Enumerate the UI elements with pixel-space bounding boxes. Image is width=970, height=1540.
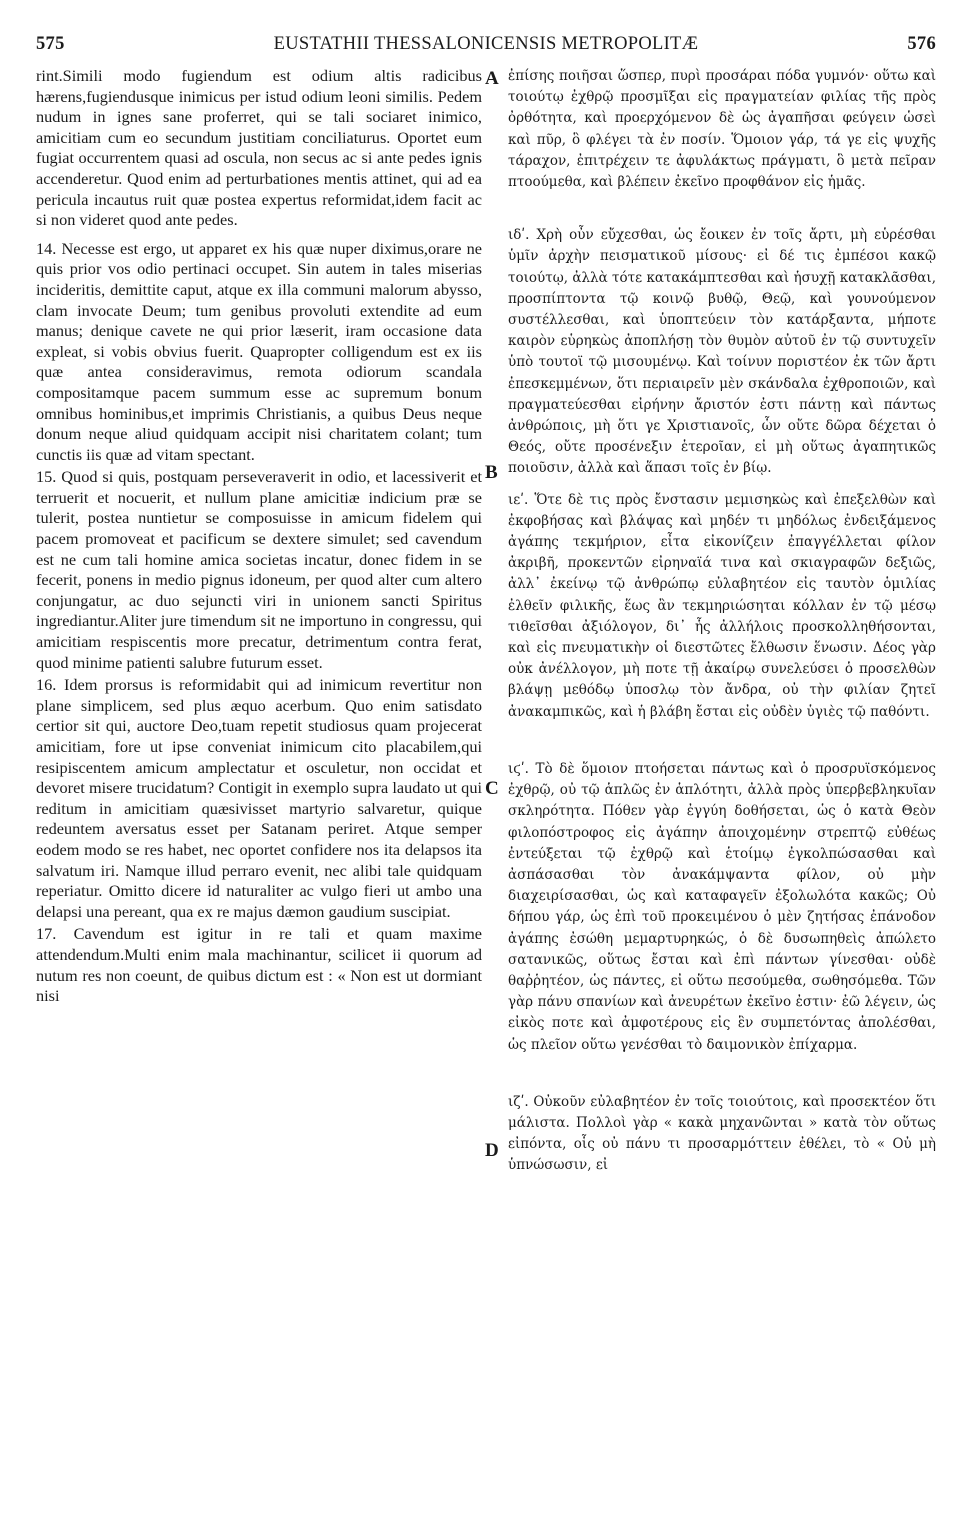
margin-marker-a: A [485, 68, 499, 89]
greek-paragraph-15: ιεʹ. Ὅτε δὲ τις πρὸς ἔνστασιν μεμισηκὼς καὶ ἐπεξελθὼν καὶ ἐκφοβήσας καὶ βλάψας καὶ μηδέν τι μηδόλως ἐνδειξάμενος ἀγάπης τεκμήριον, εἶτα εἰκονίζειν ἐπαγγέλλεται φίλον ἀκριβῆ, προκεντῶν εἰρηναϊά τινα καὶ σκιαγραφῶν δεξιῶς, ἀλλ᾽ ἐκείνῳ τῷ ἀνθρώπῳ εὐλαβητέον εἰς ταυτὸν ὁμιλίας ἐλθεῖν φιλικῆς, ἕως ἂν τεκμηριώσηται κόλλαν ἐν τῷ μέσῳ τιθεῖσθαι ἀξιόλογον, δι᾽ ἧς ἀλλήλοις προσκολληθήσονται, καὶ εἰς πνευματικὴν οἱ διεστῶτες ἔλθωσιν ἕνωσιν. Δέος γὰρ οὐκ ἀνέλλογον, μὴ ποτε τῇ ἀκαίρῳ συνελεύσει ὁ προσελθὼν βλάψῃ μεθόδῳ ὑποσλῳ τὸν ἄνδρα, οὐ τὴν φιλίαν ζητεῖ ἀνακαμπικῶς, καὶ ἡ βλάβη ἔσται εἰς οὐδὲν ὑγιὲς τῷ παθόντι. [508, 491, 936, 720]
greek-paragraph-17: ιζʹ. Οὐκοῦν εὐλαβητέον ἐν τοῖς τοιούτοις, καὶ προσεκτέον ὅτι μάλιστα. Πολλοὶ γὰρ « κακὰ μηχανῶνται » κατὰ τὸν οὕτως εἰπόντα, οἷς οὐ πάνυ τι προσαρμόττειν ἐθέλει, τὸ « Οὐ μὴ ὑπνώσωσιν, εἰ [508, 1093, 936, 1174]
margin-marker-c: C [485, 778, 499, 799]
greek-column [508, 66, 936, 1520]
latin-column [36, 66, 482, 1520]
page-number-right: 576 [907, 34, 936, 54]
greek-paragraph-14: ιδʹ. Χρὴ οὖν εὔχεσθαι, ὡς ἔοικεν ἐν τοῖς ἄρτι, μὴ εὑρέσθαι ὑμῖν ἀρχὴν πεισματικοῦ μίσους· εἰ δέ τις ἐμπέσοι κακῷ τοιούτῳ, ἀλλὰ τότε κατακάμπτεσθαι καὶ ἡσυχῇ κατακλᾶσθαι, προσπίπτοντα τῷ κοινῷ βυθῷ, Θεῷ, καὶ γουνούμενον συστέλλεσθαι, καὶ ὑποπτεύειν τὸν κατάρξαντα, μήποτε καιρὸν εὑρηκὼς ἀποπλήσῃ τὸν θυμὸν αὐτοῦ ἐν τῷ συντυχεῖν ὑπὸ τουτοϊ τῷ μισουμένῳ. Καὶ τοίνυν ποριστέον ἐκ τῶν ἄρτι ἐπεσκεμμένων, ὅτι περιαιρεῖν μὲν σκάνδαλα ἐχθροποιῶν, καὶ πραγματεύεσθαι εἰρήνην ἄριστόν ἐστι πάντῃ καὶ πάντως ἀνθρώποις, μὴ ὅτι γε Χριστιανοῖς, ὧν οὔτε δῶρα δέχεται ὁ Θεός, οὔτε προσένεξιν ἑτεροῖαν, εἰ μὴ οὕτως ἀγαπητικῶς ποιοῦσιν, ἀλλὰ καὶ ἅπασι τοῖς ἐν βίῳ. [508, 227, 936, 477]
latin-paragraph-16: 16. Idem prorsus is reformidabit qui ad inimicum revertitur non plane simplicem, sed plus æquo acerbum. Quo enim satisdato certior sit qui, auctore Deo,tuam repetit studiosus quam projecerat amicitiam, fore ut ipse conveniat inimicum cito placabilem,qui resipiscentem amicum amplectatur et osculetur, non occidat et devoret misere trucidatum? Contigit in exemplo supra laudato ut qui reditum in amicitiam quæsivisset martyrio salvaretur, quique redeuntem aversatus esset per Satanam periret. Atque semper eodem modo se res habet, nec oportet confidere nos ita delapsos ita salvatum iri. Namque illud perraro evenit, nec alibi tale quidquam reperiatur. Omitto dicere id naturaliter ac vulgo fieri ut ambo una delapsi una pereant, qua ex re majus dæmon gaudium suscipiat. [36, 675, 482, 921]
margin-marker-b: B [485, 462, 498, 483]
greek-paragraph-16: ιϛʹ. Τὸ δὲ ὅμοιον πτοήσεται πάντως καὶ ὁ προσρυϊσκόμενος ἐχθρῷ, οὐ τῷ ἁπλῶς ἐν ἁπλότητι, ἀλλὰ πρὸς ὑπερβεβληκυῖαν σκληρότητα. Πόθεν γὰρ ἐγγύη δοθήσεται, ὡς ὁ κατὰ Θεὸν φιλοπόστροφος εἰς ἀγάπην ἀποιχομένην στρεπτῷ εὐθέως ἐντεύξεται τῷ ἐχθρῷ καὶ ἑτοίμῳ ἐγκολπώσασθαι καὶ ἀσπάσασθαι τὸν ἀνακάμψαντα φίλον, οὐ μὴν διαχειρίσασθαι, ὡς καὶ καταφαγεῖν ἐξολωλότα κακῶς; Οὐ δήπου γάρ, ὡς ἐπὶ τοῦ προκειμένου ὁ μὲν ζητήσας ἐπάνοδον ἀγάπης ἐσώθη μεμαρτυρηκώς, ὁ δὲ δυσωπηθεὶς ἀπώλετο σατανικῶς, οὕτως ἔσται καὶ ἐπὶ πάντων γίνεσθαι· οὐδὲ θαῤῥητέον, ὡς πάντες, εἰ οὕτω πεσούμεθα, σωθησόμεθα. Τῶν γὰρ πάνυ σπανίων καὶ ἀνευρέτων ἐκεῖνο ἐστιν· ἐῶ λέγειν, ὡς εἰκὸς ποτε καὶ ἀμφοτέρους εἰς ἓν συμπετόντας ἀπολέσθαι, ὡς πλεῖον οὕτω γενέσθαι τὸ δαιμονικὸν ἐπίχαρμα. [508, 760, 936, 1053]
page-number-left: 575 [36, 34, 65, 54]
margin-marker-d: D [485, 1140, 499, 1161]
latin-paragraph-14: 14. Necesse est ergo, ut apparet ex his quæ nuper diximus,orare ne quis prior vos odio pertinaci occupet. Sin autem in tales miserias incideritis, demittite caput, atque ex illa communi malorum abysso, clam invocate Deum; tum genibus provoluti extendite ad eum manus; denique cavete ne qui prior læserit, iram occasione data expleat, si vobis obvius fuerit. Quapropter colligendum est ex iis quæ antea consideravimus, remota odiorum scandala compositamque pacem summum esse ac supremum bonum omnibus hominibus,et imprimis Christianis, a quibus Deus neque donum neque aliud quidquam accipit nisi charitatem colant; tum cunctis iis quæ ad vitam spectant. [36, 238, 482, 464]
latin-paragraph-intro: rint.Simili modo fugiendum est odium altis radicibus hærens,fugiendusque inimicus per istud odium leoni similis. Pedem nudum in ignes sane proferret, qui se tali sociaret inimico, amicitiam cum eo secundum justitiam conciliaturus. Oportet eum fugiat occurrentem quasi ad oscula, non secus ac si ante pedes ignis accenderetur. Quod enim ad perturbationes mentis attinet, qui ad ea pericula incautus ruit quæ postea expertus reformidat,idem facit ac si non videret quod ante pedes. [36, 66, 482, 230]
greek-paragraph-intro: ἐπίσης ποιῆσαι ὥσπερ, πυρὶ προσάραι πόδα γυμνόν· οὕτω καὶ τοιούτῳ ἐχθρῷ προσμῖξαι εἰς πραγματείαν φιλίας τῆς πρὸς ὀρθότητα, καὶ προερχόμενον δὲ ὡς ἀγαπῆσαι φεύγειν ὡσεὶ καὶ πῦρ, ὃ φλέγει τὰ ἐν ποσίν. Ὅμοιον γάρ, τά γε εἰς ψυχῆς τάραχον, ἐπιτρέχειν τε ἀφυλάκτως πράγματι, ὃ μετὰ πεῖραν πτοούμεθα, καὶ βλέπειν ἐκεῖνο προφθάνον εἰς ἡμᾶς. [508, 68, 936, 191]
latin-paragraph-17: 17. Cavendum est igitur in re tali et quam maxime attendendum.Multi enim mala machinantur, scilicet ii quorum ad nutum res non coeunt, de quibus dictum est : « Non est ut dormiant nisi [36, 924, 482, 1006]
latin-paragraph-15: 15. Quod si quis, postquam perseveraverit in odio, et lacessiverit et terruerit et nocuerit, et nullum plane amicitiæ indicium præ se tulerit, postea nuntietur se composuisse in amicum fidelem qui pacem promoveat et pacificum se dextere simulet; sed cavendum est ne cum tali homine amica societas incatur, donec fidem in se fecerit, ponens in medio pignus idoneum, per quod alter cum altero conjungatur, ac duo sejuncti viri in unionem sancti Spiritus ingrediantur.Aliter jure timendum sit ne importuno in congressu, qui amicitiam respiscentis more precatur, detrimentum contra ferat, quod minime patienti salubre futurum esset. [36, 467, 482, 672]
running-header [36, 34, 936, 64]
running-title: EUSTATHII THESSALONICENSIS METROPOLITÆ [273, 34, 699, 54]
